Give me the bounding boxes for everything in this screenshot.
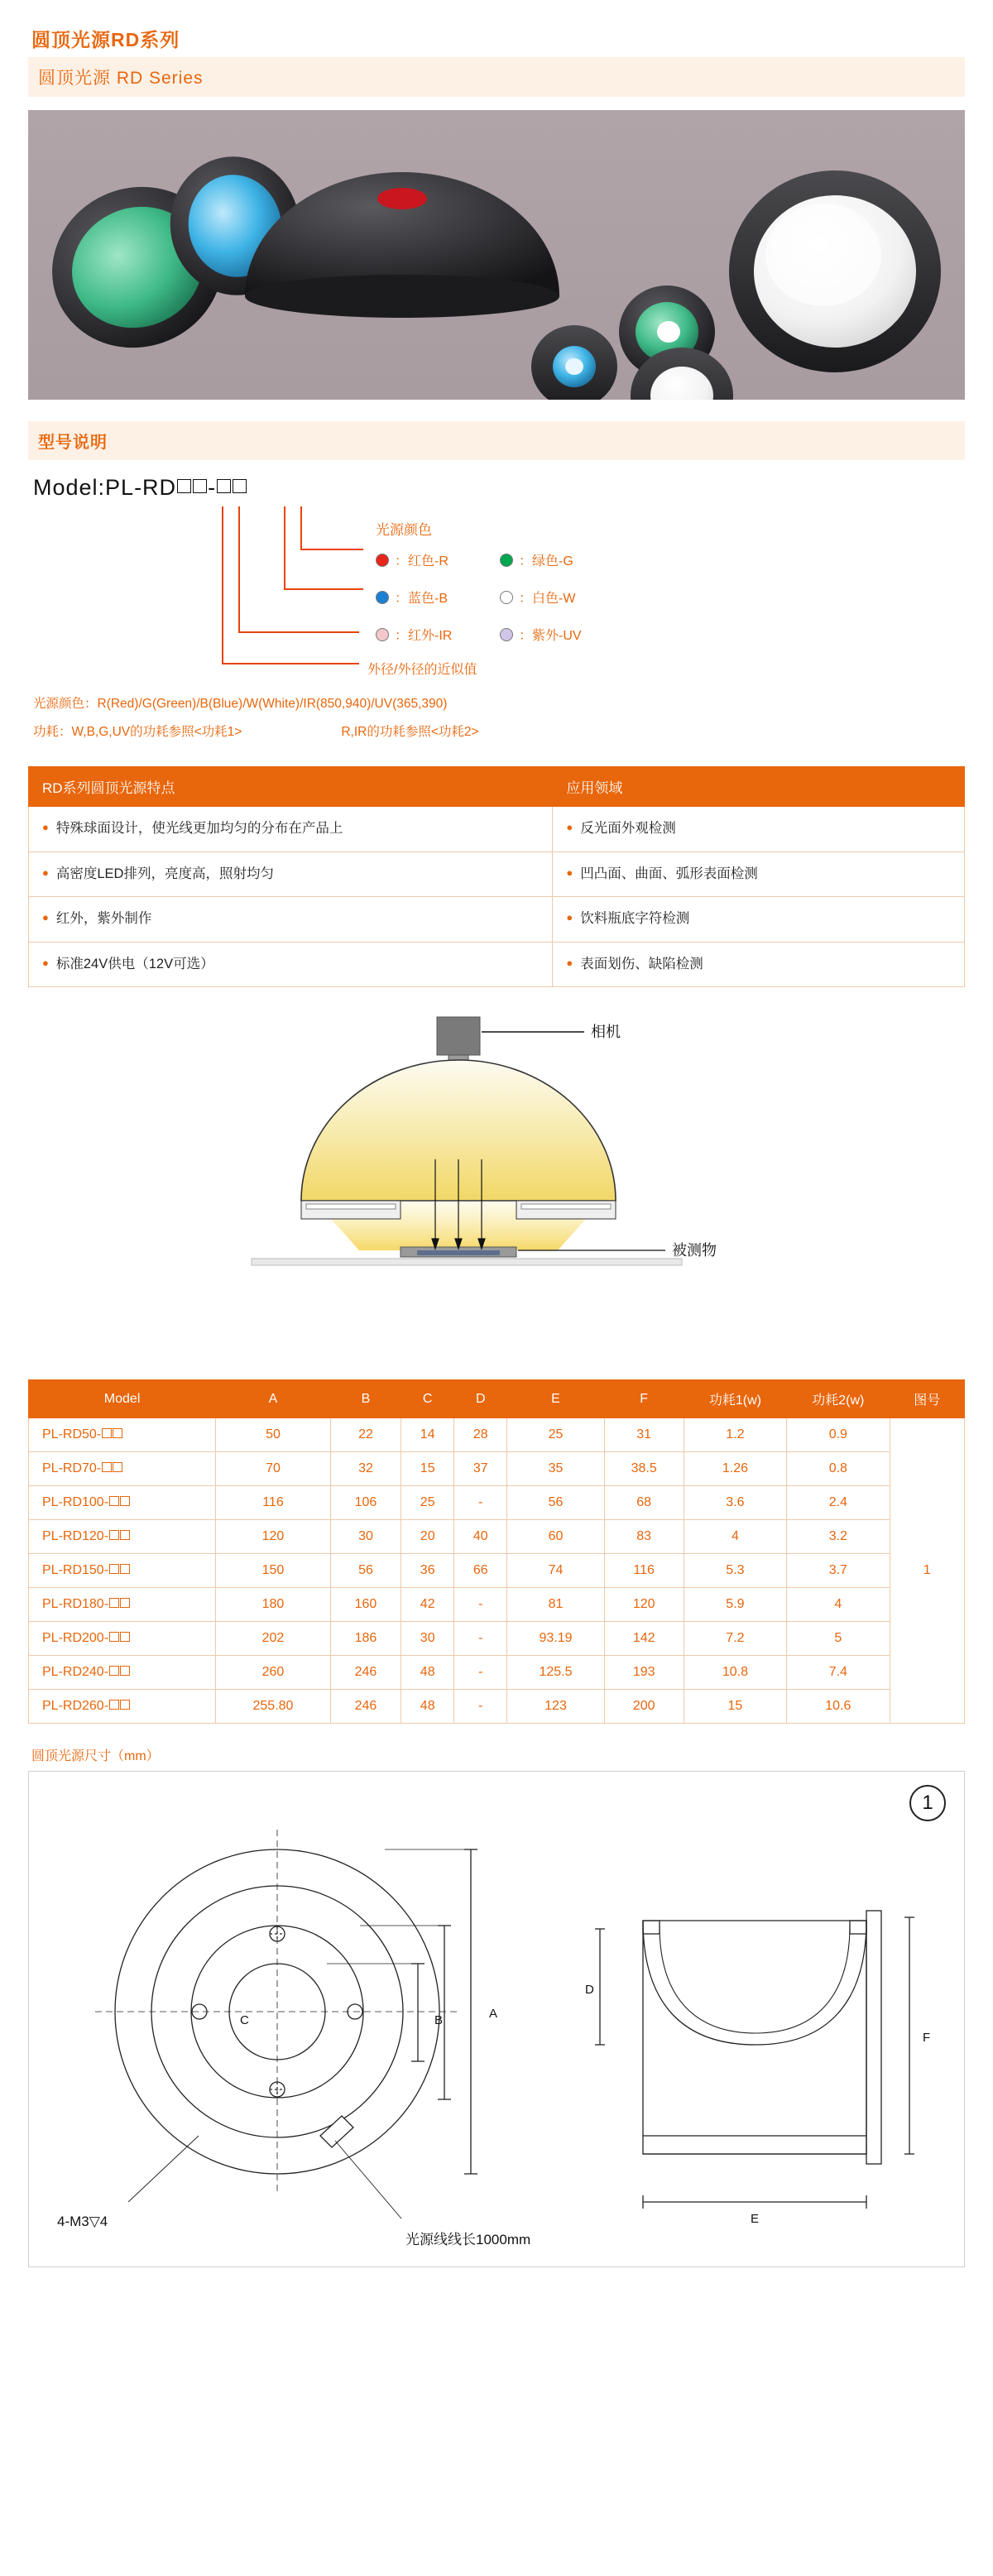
spec-cell-d: 37 [454, 1452, 507, 1486]
dim-label-c: C [240, 2013, 249, 2028]
feature-cell [29, 851, 553, 897]
product-photo [28, 110, 965, 400]
spec-cell-power2: 3.7 [787, 1554, 890, 1588]
spec-cell-b: 22 [330, 1418, 401, 1452]
spec-cell-e: 125.5 [507, 1656, 604, 1690]
model-box-icon [102, 1428, 112, 1438]
bullet-icon: ● [566, 911, 573, 924]
dim-label-b: B [434, 2013, 444, 2028]
section-title-model: 型号说明 [28, 421, 965, 460]
spec-cell-power2: 4 [787, 1588, 890, 1622]
spec-cell-f: 68 [604, 1486, 684, 1520]
dimensions-drawing [28, 1771, 965, 2267]
callout-diameter: 外径/外径的近似值 [367, 663, 477, 677]
spec-cell-e: 74 [507, 1554, 604, 1588]
features-table [28, 766, 965, 987]
model-box-icon [109, 1530, 119, 1540]
principle-illustration [28, 1002, 965, 1358]
spec-cell-a: 255.80 [216, 1690, 331, 1724]
spec-cell-power2: 0.8 [787, 1452, 890, 1486]
legend-item-white [500, 588, 624, 607]
table-row [29, 1690, 965, 1724]
feature-text: 标准24V供电（12V可选） [55, 956, 214, 971]
model-code-box-4 [233, 479, 247, 493]
spec-cell-power1: 1.26 [684, 1452, 786, 1486]
spec-cell-a: 116 [216, 1486, 331, 1520]
model-code [28, 475, 965, 501]
bullet-icon: ● [566, 956, 573, 969]
spec-cell-a: 50 [216, 1418, 331, 1452]
model-box-icon [102, 1462, 112, 1472]
dim-label-d: D [585, 1983, 594, 1998]
model-box-icon [120, 1598, 130, 1608]
dimensions-illustration [29, 1772, 964, 2267]
table-row [29, 1554, 965, 1588]
spec-header-row [29, 1380, 965, 1418]
feature-text: 红外，紫外制作 [55, 911, 152, 927]
spec-header-e: E [507, 1380, 604, 1418]
feature-cell [29, 807, 553, 852]
bullet-icon: ● [42, 956, 49, 969]
spec-cell-f: 120 [604, 1588, 684, 1622]
spec-model-text: PL-RD70- [42, 1461, 102, 1476]
spec-cell-power1: 15 [684, 1690, 786, 1724]
spec-cell-power1: 4 [684, 1520, 786, 1554]
spec-model-text: PL-RD120- [42, 1529, 109, 1544]
application-text: 表面划伤、缺陷检测 [580, 956, 703, 971]
spec-cell-a: 150 [216, 1554, 331, 1588]
application-cell [553, 851, 965, 897]
table-row [29, 1520, 965, 1554]
model-box-icon [120, 1666, 130, 1676]
spec-cell-b: 56 [330, 1554, 401, 1588]
application-cell [553, 942, 965, 987]
spec-header-figure: 图号 [890, 1380, 964, 1418]
spec-cell-e: 25 [507, 1418, 604, 1452]
legend-item-blue [376, 588, 500, 607]
spec-cell-power1: 7.2 [684, 1622, 786, 1656]
color-dot-uv-icon [500, 628, 513, 641]
spec-cell-d: - [454, 1486, 507, 1520]
spec-cell-d: - [454, 1690, 507, 1724]
bullet-icon: ● [42, 866, 49, 879]
model-box-icon [113, 1428, 122, 1438]
spec-cell-model [29, 1588, 216, 1622]
spec-cell-power1: 5.3 [684, 1554, 786, 1588]
spec-header-b: B [330, 1380, 401, 1418]
model-box-icon [120, 1564, 130, 1574]
spec-cell-b: 246 [330, 1656, 401, 1690]
spec-cell-d: - [454, 1656, 507, 1690]
dim-label-a: A [489, 2007, 498, 2022]
model-code-box-3 [217, 479, 231, 493]
spec-cell-c: 15 [401, 1452, 454, 1486]
spec-cell-model [29, 1452, 216, 1486]
spec-cell-power2: 2.4 [787, 1486, 890, 1520]
figure-badge: 1 [909, 1785, 946, 1821]
spec-model-text: PL-RD240- [42, 1665, 109, 1680]
bullet-icon: ● [566, 821, 573, 833]
spec-model-text: PL-RD260- [42, 1699, 109, 1714]
spec-model-text: PL-RD200- [42, 1631, 109, 1646]
spec-cell-c: 30 [401, 1622, 454, 1656]
legend-label-green: ：绿色-G [519, 554, 573, 568]
spec-cell-f: 31 [604, 1418, 684, 1452]
spec-cell-a: 260 [216, 1656, 331, 1690]
feature-cell [29, 942, 553, 987]
model-box-icon [109, 1564, 119, 1574]
spec-cell-f: 38.5 [604, 1452, 684, 1486]
model-box-icon [109, 1598, 119, 1608]
legend-label-red: ：红色-R [395, 554, 449, 568]
spec-cell-model [29, 1554, 216, 1588]
legend-label-uv: ：紫外-UV [519, 629, 582, 643]
spec-cell-d: - [454, 1622, 507, 1656]
spec-cell-c: 14 [401, 1418, 454, 1452]
spec-cell-a: 70 [216, 1452, 331, 1486]
spec-model-text: PL-RD100- [42, 1495, 109, 1510]
model-box-icon [109, 1632, 119, 1642]
color-dot-red-icon [376, 554, 389, 567]
spec-cell-b: 30 [330, 1520, 401, 1554]
spec-cell-power2: 5 [787, 1622, 890, 1656]
model-code-prefix: Model:PL-RD [33, 475, 177, 500]
legend-item-red [376, 550, 500, 569]
spec-cell-b: 32 [330, 1452, 401, 1486]
working-principle-diagram [28, 1002, 965, 1358]
dim-label-f: F [923, 2031, 931, 2046]
features-col2-header: 应用领域 [553, 767, 965, 807]
legend-label-ir: ：红外-IR [395, 629, 453, 643]
spec-cell-b: 246 [330, 1690, 401, 1724]
spec-header-power2: 功耗2(w) [787, 1380, 890, 1418]
spec-header-model: Model [29, 1380, 216, 1418]
page-subtitle: 圆顶光源 RD Series [28, 57, 965, 97]
spec-model-text: PL-RD50- [42, 1427, 102, 1442]
spec-cell-b: 186 [330, 1622, 401, 1656]
spec-cell-f: 200 [604, 1690, 684, 1724]
features-header-row [29, 767, 965, 807]
bullet-icon: ● [566, 866, 573, 879]
spec-cell-c: 48 [401, 1656, 454, 1690]
model-box-icon [120, 1632, 130, 1642]
bullet-icon: ● [42, 911, 49, 924]
table-row [29, 1656, 965, 1690]
legend-label-blue: ：蓝色-B [395, 592, 449, 606]
spec-cell-power2: 3.2 [787, 1520, 890, 1554]
application-cell [553, 897, 965, 943]
spec-header-power1: 功耗1(w) [684, 1380, 786, 1418]
table-row [29, 807, 965, 852]
legend-item-green [500, 550, 624, 569]
table-row [29, 942, 965, 987]
spec-cell-model [29, 1486, 216, 1520]
color-dot-blue-icon [376, 591, 389, 604]
object-label: 被测物 [672, 1242, 717, 1259]
spec-header-c: C [401, 1380, 454, 1418]
spec-cell-d: 28 [454, 1418, 507, 1452]
spec-cell-power1: 10.8 [684, 1656, 786, 1690]
note-power-row [28, 722, 965, 740]
features-col1-header: RD系列圆顶光源特点 [29, 767, 553, 807]
spec-cell-power1: 3.6 [684, 1486, 786, 1520]
feature-text: 高密度LED排列，亮度高，照射均匀 [55, 866, 274, 881]
model-explanation [28, 475, 965, 748]
model-box-icon [113, 1462, 122, 1472]
spec-cell-a: 202 [216, 1622, 331, 1656]
spec-cell-e: 123 [507, 1690, 604, 1724]
color-legend [376, 550, 624, 644]
table-row [29, 1588, 965, 1622]
spec-cell-model [29, 1520, 216, 1554]
color-dot-green-icon [500, 554, 513, 567]
spec-cell-c: 48 [401, 1690, 454, 1724]
spec-header-d: D [454, 1380, 507, 1418]
model-box-icon [120, 1496, 130, 1506]
spec-cell-d: 66 [454, 1554, 507, 1588]
spec-cell-c: 42 [401, 1588, 454, 1622]
spec-cell-power1: 5.9 [684, 1588, 786, 1622]
color-dot-white-icon [500, 591, 513, 604]
spec-cell-power2: 0.9 [787, 1418, 890, 1452]
table-row [29, 851, 965, 897]
note-power-1: 功耗：W,B,G,UV的功耗参照<功耗1> [33, 725, 242, 739]
page-title: 圆顶光源RD系列 [31, 29, 180, 50]
spec-cell-e: 93.19 [507, 1622, 604, 1656]
spec-cell-a: 120 [216, 1520, 331, 1554]
spec-cell-d: 40 [454, 1520, 507, 1554]
application-text: 反光面外观检测 [580, 821, 676, 836]
model-box-icon [109, 1496, 119, 1506]
spec-cell-model [29, 1622, 216, 1656]
specifications-table [28, 1379, 965, 1724]
legend-item-uv [500, 625, 624, 644]
note-power-2: R,IR的功耗参照<功耗2> [341, 725, 479, 739]
model-box-icon [120, 1530, 130, 1540]
legend-item-ir [376, 625, 500, 644]
spec-cell-power2: 7.4 [787, 1656, 890, 1690]
spec-cell-model [29, 1690, 216, 1724]
table-row [29, 1622, 965, 1656]
spec-cell-c: 36 [401, 1554, 454, 1588]
bullet-icon: ● [42, 821, 49, 833]
table-row [29, 897, 965, 943]
model-code-box-2 [193, 479, 207, 493]
spec-model-text: PL-RD180- [42, 1597, 109, 1612]
thread-note: 4-M3▽4 [57, 2214, 108, 2230]
model-box-icon [109, 1666, 119, 1676]
spec-cell-f: 116 [604, 1554, 684, 1588]
spec-cell-figure: 1 [890, 1418, 964, 1724]
spec-cell-c: 25 [401, 1486, 454, 1520]
feature-text: 特殊球面设计，使光线更加均匀的分布在产品上 [55, 821, 343, 836]
table-row [29, 1486, 965, 1520]
application-text: 饮料瓶底字符检测 [580, 911, 690, 927]
model-box-icon [120, 1700, 130, 1710]
spec-header-f: F [604, 1380, 684, 1418]
spec-cell-model [29, 1418, 216, 1452]
spec-cell-power2: 10.6 [787, 1690, 890, 1724]
application-text: 凹凸面、曲面、弧形表面检测 [580, 866, 758, 881]
page-header [28, 25, 965, 97]
spec-cell-a: 180 [216, 1588, 331, 1622]
spec-cell-c: 20 [401, 1520, 454, 1554]
dim-label-e: E [751, 2212, 760, 2227]
model-box-icon [109, 1700, 119, 1710]
spec-model-text: PL-RD150- [42, 1563, 109, 1578]
spec-cell-power1: 1.2 [684, 1418, 786, 1452]
spec-cell-f: 193 [604, 1656, 684, 1690]
spec-cell-e: 81 [507, 1588, 604, 1622]
spec-cell-f: 142 [604, 1622, 684, 1656]
model-code-dash: - [208, 475, 217, 500]
spec-cell-f: 83 [604, 1520, 684, 1554]
spec-cell-b: 106 [330, 1486, 401, 1520]
spec-cell-e: 60 [507, 1520, 604, 1554]
model-code-box-1 [177, 479, 191, 493]
spec-cell-model [29, 1656, 216, 1690]
spec-cell-d: - [454, 1588, 507, 1622]
table-row [29, 1418, 965, 1452]
spec-header-a: A [216, 1380, 331, 1418]
legend-label-white: ：白色-W [519, 592, 576, 606]
camera-label: 相机 [591, 1024, 621, 1041]
feature-cell [29, 897, 553, 943]
spec-cell-e: 56 [507, 1486, 604, 1520]
dimensions-title: 圆顶光源尺寸（mm） [31, 1749, 160, 1764]
spec-cell-b: 160 [330, 1588, 401, 1622]
table-row [29, 1452, 965, 1486]
application-cell [553, 807, 965, 852]
spec-cell-e: 35 [507, 1452, 604, 1486]
note-color: 光源颜色：R(Red)/G(Green)/B(Blue)/W(White)/IR(850,940)/UV(365,390) [33, 697, 448, 711]
color-dot-ir-icon [376, 628, 389, 641]
product-photo-illustration [28, 110, 965, 400]
legend-title: 光源颜色 [376, 522, 432, 538]
cable-note: 光源线线长1000mm [405, 2232, 531, 2248]
